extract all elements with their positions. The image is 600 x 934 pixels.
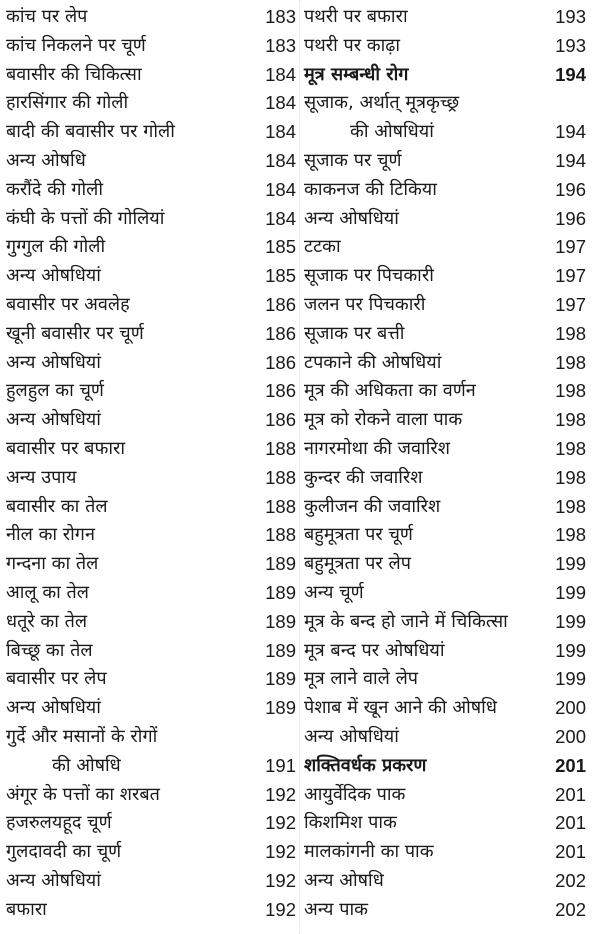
toc-entry-title: मूत्र को रोकने वाला पाक xyxy=(304,409,463,431)
toc-entry-title: अन्य चूर्ण xyxy=(304,581,364,603)
toc-entry-page xyxy=(260,723,296,752)
toc-entry-page: 202 xyxy=(555,869,586,891)
toc-left-column xyxy=(6,3,296,925)
toc-entry-page: 189 xyxy=(265,668,296,690)
toc-entry xyxy=(304,377,586,406)
toc-entry xyxy=(6,377,296,406)
toc-entry-title: करौंदे की गोली xyxy=(6,178,103,200)
toc-entry-title: मूत्र लाने वाले लेप xyxy=(304,668,419,690)
toc-entry xyxy=(6,896,296,925)
toc-entry-title: बिच्छू का तेल xyxy=(6,639,93,661)
toc-entry-title: बवासीर पर लेप xyxy=(6,668,107,690)
toc-entry-page: 192 xyxy=(265,898,296,920)
toc-entry xyxy=(304,262,586,291)
toc-entry xyxy=(6,579,296,608)
toc-entry xyxy=(6,838,296,867)
toc-entry-title: बहुमूत्रता पर लेप xyxy=(304,553,411,575)
toc-entry xyxy=(6,464,296,493)
toc-entry-title: मूत्र के बन्द हो जाने में चिकित्सा xyxy=(304,610,508,632)
toc-entry-page: 192 xyxy=(265,869,296,891)
toc-entry-page: 201 xyxy=(555,841,586,863)
toc-entry-page: 196 xyxy=(555,178,586,200)
toc-entry-title: मूत्र की अधिकता का वर्णन xyxy=(304,380,476,402)
toc-entry-page: 189 xyxy=(265,553,296,575)
toc-entry-title: अंगूर के पत्तों का शरबत xyxy=(6,783,160,805)
toc-entry xyxy=(304,406,586,435)
toc-entry xyxy=(304,665,586,694)
toc-entry-title: नागरमोथा की जवारिश xyxy=(304,437,450,459)
toc-entry-page: 199 xyxy=(555,553,586,575)
toc-entry-title: अन्य ओषधियां xyxy=(6,409,101,431)
toc-entry-page: 198 xyxy=(555,437,586,459)
toc-entry xyxy=(6,291,296,320)
toc-entry-page: 185 xyxy=(265,236,296,258)
toc-entry-page: 201 xyxy=(555,783,586,805)
toc-entry-page: 184 xyxy=(265,92,296,114)
toc-entry xyxy=(304,118,586,147)
toc-entry-page: 189 xyxy=(265,581,296,603)
toc-entry-title: बादी की बवासीर पर गोली xyxy=(6,121,175,143)
toc-entry-page: 184 xyxy=(265,149,296,171)
toc-entry-page: 186 xyxy=(265,322,296,344)
toc-entry xyxy=(304,435,586,464)
toc-entry-title: अन्य ओषधियां xyxy=(304,725,399,747)
toc-entry xyxy=(304,89,586,118)
toc-entry-title: की ओषधियां xyxy=(350,121,434,143)
toc-entry xyxy=(6,118,296,147)
toc-entry xyxy=(6,349,296,378)
toc-entry-title: मूत्र सम्बन्धी रोग xyxy=(304,63,409,85)
toc-entry-title: किशमिश पाक xyxy=(304,812,397,834)
toc-entry-page: 198 xyxy=(555,495,586,517)
toc-entry-page: 196 xyxy=(555,207,586,229)
toc-entry-title: शक्तिवर्धक प्रकरण xyxy=(304,754,427,776)
toc-entry xyxy=(304,3,586,32)
toc-entry-page: 183 xyxy=(265,6,296,27)
toc-entry xyxy=(304,493,586,522)
toc-entry xyxy=(304,147,586,176)
toc-entry-title: की ओषधि xyxy=(52,754,121,776)
toc-entry xyxy=(6,89,296,118)
toc-entry-page: 197 xyxy=(555,236,586,258)
toc-entry xyxy=(304,176,586,205)
toc-entry xyxy=(6,176,296,205)
toc-entry xyxy=(6,809,296,838)
toc-entry-page: 184 xyxy=(265,178,296,200)
toc-entry-title: टटका xyxy=(304,236,341,258)
toc-entry-title: बवासीर की चिकित्सा xyxy=(6,63,142,85)
toc-entry-title: बवासीर का तेल xyxy=(6,495,108,517)
toc-entry-page: 193 xyxy=(555,6,586,27)
toc-entry-title: कांच निकलने पर चूर्ण xyxy=(6,34,146,56)
toc-entry xyxy=(6,320,296,349)
toc-entry-page: 188 xyxy=(265,466,296,488)
toc-entry xyxy=(6,694,296,723)
toc-entry-page: 198 xyxy=(555,380,586,402)
toc-entry-page: 184 xyxy=(265,207,296,229)
toc-entry-page: 194 xyxy=(555,121,586,143)
toc-entry-page: 200 xyxy=(555,725,586,747)
toc-entry xyxy=(6,3,296,32)
toc-entry-title: सूजाक पर चूर्ण xyxy=(304,149,402,171)
toc-entry-title: नील का रोगन xyxy=(6,524,95,546)
toc-entry-title: अन्य ओषधि xyxy=(304,869,384,891)
toc-entry-page: 189 xyxy=(265,639,296,661)
toc-entry-page: 188 xyxy=(265,495,296,517)
toc-entry-title: अन्य ओषधि xyxy=(6,149,86,171)
toc-entry-page: 194 xyxy=(555,63,586,85)
toc-entry-title: बहुमूत्रता पर चूर्ण xyxy=(304,524,413,546)
toc-entry-page: 193 xyxy=(555,34,586,56)
toc-entry-page: 183 xyxy=(265,34,296,56)
toc-entry-title: अन्य ओषधियां xyxy=(6,265,101,287)
toc-entry xyxy=(304,32,586,61)
toc-entry-page: 199 xyxy=(555,639,586,661)
toc-entry-title: हुलहुल का चूर्ण xyxy=(6,380,104,402)
toc-entry xyxy=(6,61,296,90)
toc-entry-title: आयुर्वेदिक पाक xyxy=(304,783,406,805)
toc-entry xyxy=(6,147,296,176)
toc-entry xyxy=(304,809,586,838)
toc-entry-page: 199 xyxy=(555,668,586,690)
toc-entry xyxy=(304,320,586,349)
toc-entry-page: 198 xyxy=(555,409,586,431)
toc-section-heading xyxy=(304,61,586,90)
toc-entry xyxy=(6,665,296,694)
toc-entry-page: 201 xyxy=(555,754,586,776)
toc-entry-title: अन्य ओषधियां xyxy=(6,697,101,719)
toc-entry-page: 201 xyxy=(555,812,586,834)
toc-entry-page: 198 xyxy=(555,466,586,488)
toc-entry-title: हजरुलयहूद चूर्ण xyxy=(6,812,112,834)
toc-entry-page: 198 xyxy=(555,351,586,373)
toc-entry-page: 186 xyxy=(265,351,296,373)
toc-entry-page: 202 xyxy=(555,898,586,920)
toc-entry-title: कांच पर लेप xyxy=(6,6,88,27)
toc-entry xyxy=(6,723,296,752)
toc-entry-title: अन्य ओषधियां xyxy=(6,351,101,373)
toc-entry xyxy=(304,233,586,262)
toc-entry-title: पथरी पर काढ़ा xyxy=(304,34,401,56)
toc-entry-page: 198 xyxy=(555,524,586,546)
toc-entry-page: 186 xyxy=(265,293,296,315)
toc-entry-title: सूजाक पर पिचकारी xyxy=(304,265,434,287)
toc-entry-page: 188 xyxy=(265,524,296,546)
toc-entry-title: हारसिंगार की गोली xyxy=(6,92,129,114)
toc-entry-title: गुर्दे और मसानों के रोगों xyxy=(6,725,158,747)
toc-entry-title: पथरी पर बफारा xyxy=(304,6,408,27)
toc-entry xyxy=(6,550,296,579)
toc-entry-title: टपकाने की ओषधियां xyxy=(304,351,442,373)
toc-entry-title: पेशाब में खून आने की ओषधि xyxy=(304,697,497,719)
toc-entry-page: 192 xyxy=(265,783,296,805)
toc-entry xyxy=(304,723,586,752)
toc-entry-page: 189 xyxy=(265,697,296,719)
toc-entry xyxy=(6,262,296,291)
toc-entry-title: गुलदावदी का चूर्ण xyxy=(6,841,122,863)
toc-entry-title: सूजाक पर बत्ती xyxy=(304,322,405,344)
toc-entry xyxy=(304,521,586,550)
toc-entry xyxy=(304,464,586,493)
toc-entry xyxy=(304,838,586,867)
toc-entry-page: 189 xyxy=(265,610,296,632)
toc-entry-title: गुग्गुल की गोली xyxy=(6,236,106,258)
toc-entry-page: 185 xyxy=(265,265,296,287)
toc-entry xyxy=(304,867,586,896)
toc-entry xyxy=(6,205,296,234)
toc-entry xyxy=(6,781,296,810)
toc-entry-page: 184 xyxy=(265,121,296,143)
toc-entry-page: 198 xyxy=(555,322,586,344)
toc-entry-title: अन्य पाक xyxy=(304,898,368,920)
toc-entry-title: जलन पर पिचकारी xyxy=(304,293,426,315)
toc-entry-title: अन्य उपाय xyxy=(6,466,77,488)
toc-entry xyxy=(6,493,296,522)
toc-entry-title: बवासीर पर अवलेह xyxy=(6,293,130,315)
toc-entry-title: बफारा xyxy=(6,898,47,920)
toc-entry xyxy=(304,781,586,810)
toc-entry xyxy=(6,32,296,61)
toc-entry-title: गन्दना का तेल xyxy=(6,553,99,575)
toc-entry xyxy=(6,406,296,435)
toc-entry-page: 191 xyxy=(265,754,296,776)
toc-entry-page: 184 xyxy=(265,63,296,85)
column-divider xyxy=(299,0,300,934)
toc-entry-title: कुलीजन की जवारिश xyxy=(304,495,441,517)
toc-entry-title: आलू का तेल xyxy=(6,581,89,603)
toc-entry-page: 186 xyxy=(265,409,296,431)
toc-section-heading xyxy=(304,752,586,781)
toc-entry-page xyxy=(550,89,586,118)
toc-entry-page: 192 xyxy=(265,841,296,863)
toc-entry-title: कुन्दर की जवारिश xyxy=(304,466,423,488)
toc-entry xyxy=(304,694,586,723)
toc-entry xyxy=(304,550,586,579)
toc-entry-title: धतूरे का तेल xyxy=(6,610,88,632)
toc-entry-title: काकनज की टिकिया xyxy=(304,178,437,200)
toc-entry xyxy=(6,608,296,637)
toc-entry-title: मालकांगनी का पाक xyxy=(304,841,434,863)
toc-entry xyxy=(304,291,586,320)
toc-right-column xyxy=(304,3,586,925)
toc-entry-title: सूजाक, अर्थात् मूत्रकृच्छ्र xyxy=(304,92,460,114)
toc-entry xyxy=(304,896,586,925)
toc-entry-page: 199 xyxy=(555,610,586,632)
toc-entry-page: 197 xyxy=(555,293,586,315)
toc-entry xyxy=(6,867,296,896)
toc-entry xyxy=(304,579,586,608)
toc-entry-page: 186 xyxy=(265,380,296,402)
toc-entry-page: 192 xyxy=(265,812,296,834)
toc-entry xyxy=(6,521,296,550)
toc-entry xyxy=(6,637,296,666)
toc-entry-page: 197 xyxy=(555,265,586,287)
toc-entry xyxy=(6,435,296,464)
toc-entry-page: 188 xyxy=(265,437,296,459)
toc-entry-title: बवासीर पर बफारा xyxy=(6,437,126,459)
toc-entry-title: कंघी के पत्तों की गोलियां xyxy=(6,207,165,229)
toc-entry xyxy=(304,608,586,637)
toc-entry-title: अन्य ओषधियां xyxy=(6,869,101,891)
toc-entry-title: मूत्र बन्द पर ओषधियां xyxy=(304,639,445,661)
toc-entry xyxy=(6,233,296,262)
toc-entry-page: 199 xyxy=(555,581,586,603)
toc-entry-page: 194 xyxy=(555,149,586,171)
toc-entry xyxy=(304,205,586,234)
toc-entry xyxy=(6,752,296,781)
toc-entry-page: 200 xyxy=(555,697,586,719)
toc-entry-title: अन्य ओषधियां xyxy=(304,207,399,229)
toc-entry-title: खूनी बवासीर पर चूर्ण xyxy=(6,322,144,344)
toc-entry xyxy=(304,637,586,666)
toc-entry xyxy=(304,349,586,378)
